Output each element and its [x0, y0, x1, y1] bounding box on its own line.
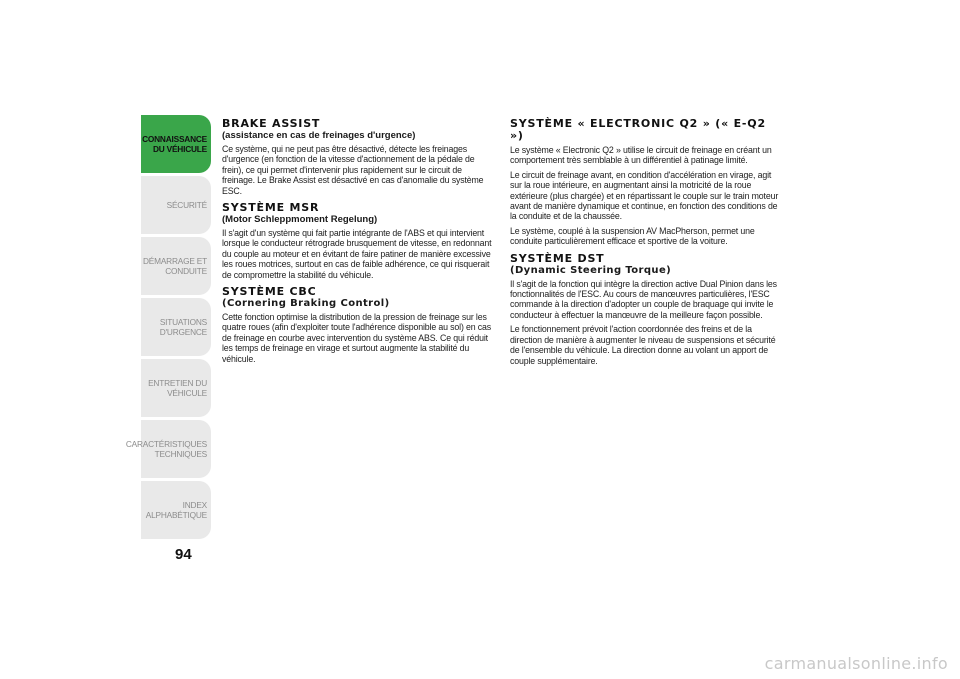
chapter-sidebar [125, 115, 211, 542]
page-number: 94 [175, 546, 192, 563]
paragraph: Le système « Electronic Q2 » utilise le circuit de freinage en créant un comportement très semblable à un différentiel à patinage limité. [510, 145, 772, 166]
section-subtitle: (Cornering Braking Control) [222, 298, 390, 310]
tab-securite[interactable]: SÉCURITÉ [141, 176, 211, 234]
paragraph: Le fonctionnement prévoit l'action coordonnée des freins et de la direction de manière à augmenter le niveau de suspensions et sécurité de l'ensemble du véhicule. La direction donne au volant un apport de couple supplémentaire. [510, 324, 776, 366]
section-subtitle: (Motor Schleppmoment Regelung) [222, 214, 378, 226]
section-title: SYSTÈME DST [510, 251, 605, 265]
section-title: SYSTÈME MSR [222, 201, 320, 215]
section-title: BRAKE ASSIST [222, 117, 321, 130]
tab-connaissance-du-vehicule[interactable]: CONNAISSANCE DU VÉHICULE [141, 115, 211, 173]
paragraph: Il s'agit d'un système qui fait partie intégrante de l'ABS et qui intervient lorsque le conducteur rétrograde brusquement de vitesse, en redonnant du couple au moteur et en évitant de faire patiner de manière excessive les roues motrices, surtout en cas de faible adhérence, ce qui risquerait de compromettre la stabilité du véhicule. [222, 228, 492, 280]
tab-entretien-du-vehicule[interactable]: ENTRETIEN DU VÉHICULE [141, 359, 211, 417]
section-title: SYSTÈME CBC [222, 285, 317, 299]
section-electronic-q2 [510, 118, 783, 247]
paragraph: Il s'agit de la fonction qui intègre la direction active Dual Pinion dans les fonctionnalités de l'ESC. Au cours de manœuvres particulières, l'ESC commande à la direction d'adopter un couple de braquage qui invite le conducteur à effectuer la manœuvre de la meilleure façon possible. [510, 278, 777, 320]
section-dst [510, 253, 783, 366]
right-column [510, 118, 783, 372]
section-brake-assist [222, 118, 496, 196]
tab-demarrage-et-conduite[interactable]: DÉMARRAGE ET CONDUITE [141, 237, 211, 295]
section-msr [222, 202, 496, 280]
left-column [222, 118, 496, 370]
paragraph: Ce système, qui ne peut pas être désactivé, détecte les freinages d'urgence (en fonction de la vitesse d'actionnement de la pédale de frein), ce qui permet d'intervenir plus rapidement sur le circuit de freinage. Le Brake Assist est désactivé en cas d'anomalie du système ESC. [222, 144, 484, 196]
tab-situations-d-urgence[interactable]: SITUATIONS D'URGENCE [141, 298, 211, 356]
paragraph: Le système, couplé à la suspension AV MacPherson, permet une conduite particulièrement efficace et sportive de la voiture. [510, 225, 755, 247]
section-title: SYSTÈME « ELECTRONIC Q2 » (« E-Q2 ») [510, 117, 766, 142]
paragraph: Cette fonction optimise la distribution de la pression de freinage sur les quatre roues (afin d'exploiter toute l'adhérence disponible au sol) en cas de freinage en courbe avec intervention du système ABS. Ce qui réduit les temps de freinage en virage et surtout augmente la stabilité du véhicule. [222, 312, 492, 364]
tab-caracteristiques-techniques[interactable]: CARACTÉRISTIQUES TECHNIQUES [141, 420, 211, 478]
paragraph: Le circuit de freinage avant, en condition d'accélération en virage, agit sur la roue intérieure, en augmentant ainsi la motricité de la roue extérieure (plus chargée) et en répartissant le couple sur le train moteur avant de manière dynamique et continue, en fonction des conditions de la conduite et de la chaussée. [510, 169, 779, 222]
section-subtitle: (Dynamic Steering Torque) [510, 264, 672, 276]
section-cbc [222, 286, 496, 364]
watermark: carmanualsonline.info [764, 654, 948, 673]
tab-index-alphabetique[interactable]: INDEX ALPHABÉTIQUE [141, 481, 211, 539]
section-subtitle: (assistance en cas de freinages d'urgence) [222, 130, 416, 141]
